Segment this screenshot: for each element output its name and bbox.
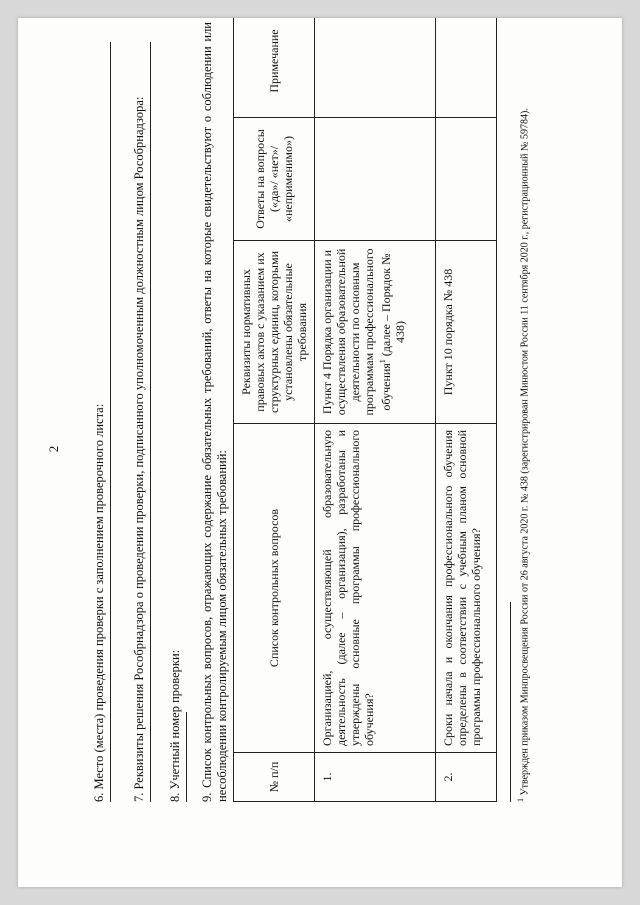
rotated-page [40, 22, 600, 882]
footnote [516, 22, 530, 802]
row-note[interactable] [436, 18, 497, 118]
header-requisites: Реквизиты нормативных правовых актов с указанием их структурных единиц, которыми установлены обязательные требования [234, 241, 315, 424]
table-row [436, 18, 497, 802]
header-answers: Ответы на вопросы («да»/ «нет»/ «неприменимо») [234, 118, 315, 241]
footnote-text: Утвержден приказом Минпросвещения России от 26 августа 2020 г. № 438 (зарегистрирован Минюстом России 11 сентября 2020 г., регистрационный № 59784). [519, 108, 531, 798]
header-num: № п/п [234, 753, 315, 802]
row-num: 1. [315, 753, 436, 802]
footnote-marker: 1 [516, 798, 525, 802]
row-question: Организацией, осуществляющей образовательную деятельность (далее – организация), разработаны и утверждены основные программы профессионального обучения? [315, 424, 436, 753]
row-requisite [436, 241, 497, 424]
checklist-intro: 9. Список контрольных вопросов, отражающих содержание обязательных требований, ответы на которые свидетельствуют о соблюдении или несоблюдении контролируемым лицом обязательных требований: [200, 22, 229, 802]
field-place: 6. Место (места) проведения проверки с заполнением проверочного листа: [92, 42, 111, 802]
requisite-text: Пункт 10 порядка № 438 [441, 268, 455, 396]
row-num: 2. [436, 753, 497, 802]
page-number: 2 [46, 445, 61, 453]
row-requisite [315, 241, 436, 424]
row-note[interactable] [315, 18, 436, 118]
row-answer[interactable] [315, 118, 436, 241]
requisite-tail: (далее – Порядок № 438) [379, 253, 407, 360]
requisite-text: Пункт 4 Порядка организации и осуществления образовательной деятельности по основным программам профессионального обучения [320, 248, 393, 416]
row-answer[interactable] [436, 118, 497, 241]
header-note: Примечание [234, 18, 315, 118]
row-question: Сроки начала и окончания профессионального обучения определены в соответствии с учебным планом основной программы профессионального обучения? [436, 424, 497, 753]
field-record-number: 8. Учетный номер проверки: [168, 712, 187, 802]
header-questions: Список контрольных вопросов [234, 424, 315, 753]
checklist-table [233, 18, 497, 802]
table-row [315, 18, 436, 802]
field-decision: 7. Реквизиты решения Рособрнадзора о проведении проверки, подписанного уполномоченным должностным лицом Рособрнадзора: [132, 42, 151, 802]
footnote-divider [510, 602, 511, 802]
table-header-row [234, 18, 315, 802]
document-sheet [18, 18, 622, 887]
footnote-ref: 1 [378, 359, 387, 364]
